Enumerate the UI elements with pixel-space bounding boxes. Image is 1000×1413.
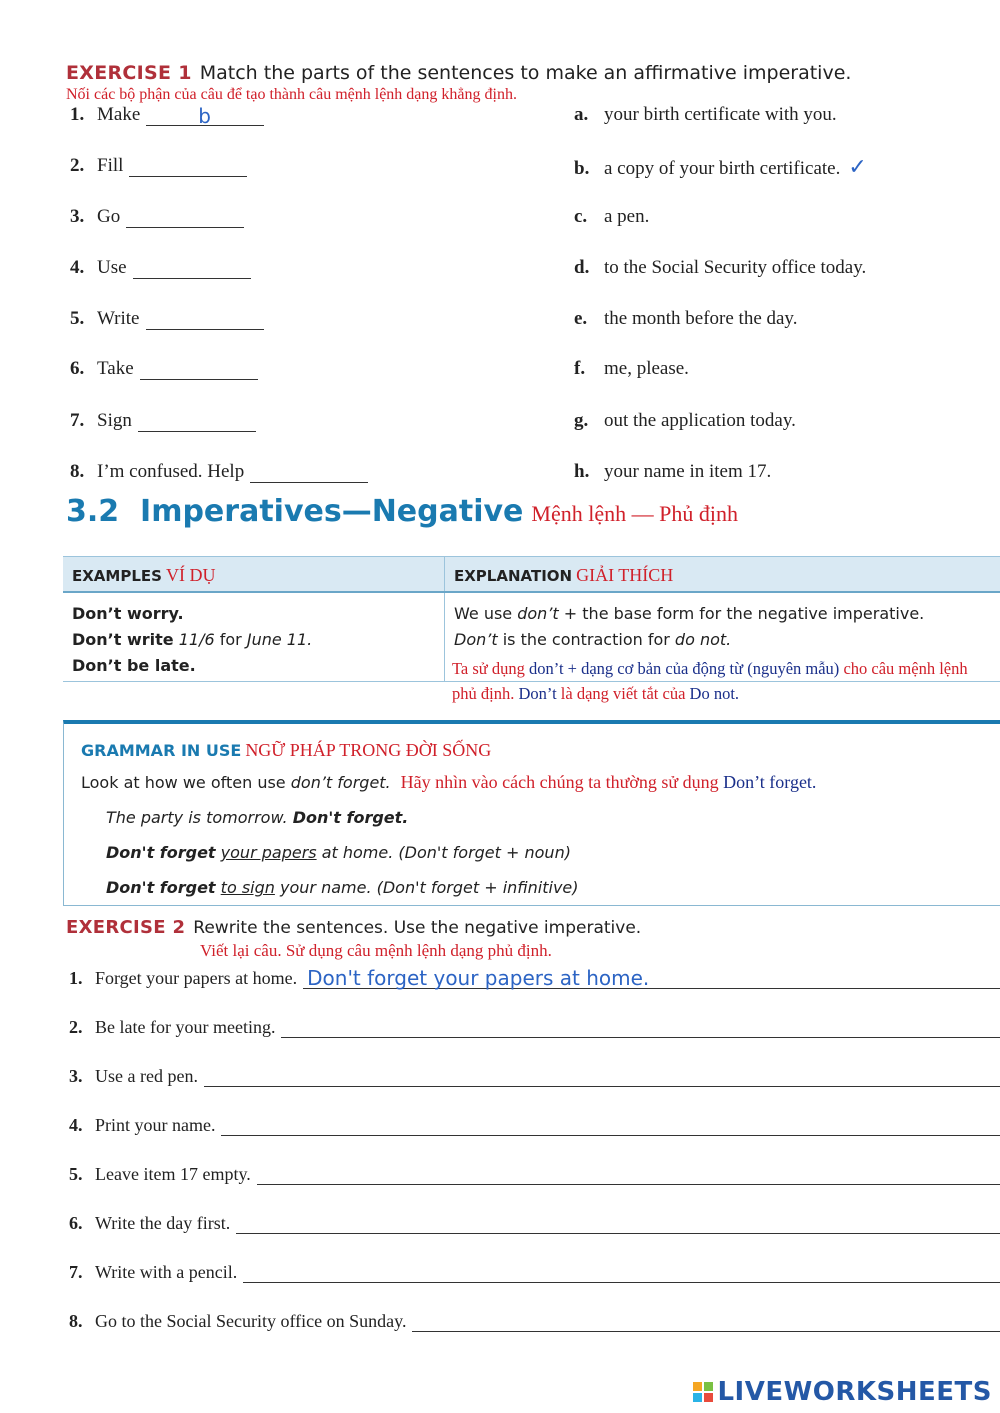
rewrite-item (69, 1262, 1000, 1283)
vi-note-text: là dạng viết tắt của (560, 684, 686, 703)
item-text: Sign (97, 410, 132, 431)
answer-value: b (198, 104, 211, 128)
grammar-in-use-title (81, 740, 491, 761)
rewrite-item (69, 968, 1000, 989)
examples-header-vi: VÍ DỤ (165, 565, 216, 585)
intro-italic: don’t forget. (290, 773, 391, 792)
item-text: Take (97, 358, 134, 379)
usage-example-3 (106, 878, 579, 897)
intro-vi-text: Hãy nhìn vào cách chúng ta thường sử dụng (400, 772, 719, 792)
answer-blank[interactable] (126, 209, 244, 228)
usage-underline: to sign (220, 878, 275, 897)
section-title-text: 3.2 Imperatives—Negative (66, 494, 524, 529)
item-text: Be late for your meeting. (95, 1017, 276, 1037)
option-letter: a. (574, 104, 589, 125)
match-item (70, 104, 264, 126)
liveworksheets-logo-icon (693, 1382, 713, 1402)
exercise1-instruction: Match the parts of the sentences to make an affirmative imperative. (199, 62, 852, 84)
logo-square (693, 1382, 702, 1391)
usage-bold: Don't forget (106, 878, 216, 897)
answer-line[interactable] (221, 1115, 1000, 1136)
example-1: Don’t worry. (72, 604, 184, 623)
vi-explanation-note (452, 656, 992, 706)
examples-cell (63, 593, 445, 681)
exercise1-title (66, 62, 851, 84)
vi-note-text: cho câu mệnh lệnh phủ định. (452, 659, 968, 703)
explanation-italic: do not. (674, 630, 732, 649)
item-text: Print your name. (95, 1115, 216, 1135)
option-letter: f. (574, 358, 586, 379)
rewrite-item (69, 1311, 1000, 1332)
option-letter: c. (574, 206, 588, 227)
usage-example-2 (106, 843, 571, 862)
item-text: Go to the Social Security office on Sunday. (95, 1311, 407, 1331)
item-text: I’m confused. Help (97, 461, 245, 482)
answer-blank[interactable] (140, 361, 258, 380)
rewrite-item (69, 1066, 1000, 1087)
match-item (70, 410, 256, 432)
explanation-line-2 (454, 627, 991, 653)
exercise2-label: EXERCISE 2 (66, 917, 186, 938)
usage-example-1 (106, 808, 408, 827)
item-text: Forget your papers at home. (95, 968, 298, 988)
rewrite-item (69, 1115, 1000, 1136)
grammar-in-use-intro (81, 772, 816, 793)
match-option (574, 308, 797, 330)
option-letter: e. (574, 308, 588, 329)
match-item (70, 206, 244, 228)
item-text: Go (97, 206, 121, 227)
intro-vi (401, 772, 817, 792)
item-number: 5. (69, 1164, 83, 1184)
logo-square (704, 1393, 713, 1402)
rewrite-item (69, 1164, 1000, 1185)
match-option (574, 410, 796, 432)
answer-line[interactable] (236, 1213, 1000, 1234)
answer-line[interactable] (281, 1017, 1000, 1038)
explanation-line-1 (454, 601, 991, 627)
exercise2-title (66, 917, 641, 938)
item-number: 8. (69, 1311, 83, 1331)
option-text: a copy of your birth certificate. (604, 158, 841, 179)
example-2-italic2: June 11. (246, 630, 313, 649)
usage-bold: Don't forget. (292, 808, 409, 827)
exercise2-vi-instruction: Viết lại câu. Sử dụng câu mệnh lệnh dạng phủ định. (200, 941, 552, 960)
answer-line[interactable] (303, 968, 1000, 989)
explanation-italic: Don’t (454, 630, 498, 649)
match-item (70, 308, 264, 330)
vi-note-text: don’t + dạng cơ bản của động từ (nguyên mẫu) (529, 659, 840, 678)
item-number: 1. (70, 104, 85, 125)
match-option (574, 155, 867, 180)
option-text: me, please. (604, 358, 689, 379)
option-text: out the application today. (604, 410, 796, 431)
item-number: 7. (69, 1262, 83, 1282)
logo-square (704, 1382, 713, 1391)
grammar-in-use-title-text: GRAMMAR IN USE (81, 741, 242, 760)
match-item (70, 155, 247, 177)
example-3: Don’t be late. (72, 656, 196, 675)
item-number: 8. (70, 461, 85, 482)
exercise2-instruction: Rewrite the sentences. Use the negative imperative. (193, 918, 642, 938)
usage-underline: your papers (220, 843, 317, 862)
item-text: Make (97, 104, 141, 125)
answer-line[interactable] (243, 1262, 1000, 1283)
option-text: your name in item 17. (604, 461, 772, 482)
item-number: 7. (70, 410, 85, 431)
option-text: a pen. (604, 206, 650, 227)
item-number: 3. (69, 1066, 83, 1086)
example-2-mid: for (219, 630, 242, 649)
answer-blank[interactable] (250, 464, 368, 483)
item-number: 1. (69, 968, 83, 988)
option-letter: d. (574, 257, 590, 278)
example-2 (72, 627, 435, 653)
item-number: 4. (70, 257, 85, 278)
option-text: to the Social Security office today. (604, 257, 867, 278)
table-header (63, 556, 1000, 593)
option-letter: h. (574, 461, 590, 482)
answer-value: Don't forget your papers at home. (307, 966, 650, 990)
item-number: 3. (70, 206, 85, 227)
vi-note-text: Don’t (518, 684, 557, 703)
answer-line[interactable] (204, 1066, 1000, 1087)
answer-blank[interactable] (129, 158, 247, 177)
brand-text: LIVEWORKSHEETS (717, 1377, 992, 1407)
match-option (574, 461, 771, 483)
match-item (70, 461, 368, 483)
option-letter: b. (574, 158, 590, 179)
option-text: your birth certificate with you. (604, 104, 837, 125)
intro-vi-blue: Don’t forget. (723, 772, 817, 792)
item-number: 2. (69, 1017, 83, 1037)
example-2-bold: Don’t write (72, 630, 174, 649)
vi-note-text: Do not. (689, 684, 740, 703)
answer-blank[interactable] (133, 260, 251, 279)
item-text: Write (97, 308, 140, 329)
grammar-in-use-box (63, 720, 1000, 906)
match-option (574, 358, 689, 380)
option-letter: g. (574, 410, 589, 431)
example-2-italic: 11/6 (178, 630, 215, 649)
match-item (70, 257, 251, 279)
grammar-in-use-title-vi: NGỮ PHÁP TRONG ĐỜI SỐNG (245, 740, 492, 760)
intro-text: Look at how we often use (81, 773, 286, 792)
exercise1-vi-instruction: Nối các bộ phận của câu để tạo thành câu mệnh lệnh dạng khẳng định. (66, 86, 517, 103)
answer-blank[interactable] (146, 104, 264, 128)
explanation-italic: don’t (517, 604, 559, 623)
usage-text: The party is tomorrow. (106, 808, 288, 827)
examples-header (63, 557, 445, 591)
item-number: 2. (70, 155, 85, 176)
item-text: Write with a pencil. (95, 1262, 238, 1282)
item-number: 5. (70, 308, 85, 329)
match-item (70, 358, 258, 380)
rewrite-item (69, 1213, 1000, 1234)
option-text: the month before the day. (604, 308, 798, 329)
item-text: Leave item 17 empty. (95, 1164, 251, 1184)
usage-text: your name. (Don't forget + infinitive) (280, 878, 579, 897)
logo-square (693, 1393, 702, 1402)
explanation-text: We use (454, 604, 513, 623)
section-title (66, 494, 738, 529)
usage-bold: Don't forget (106, 843, 216, 862)
match-option (574, 257, 866, 279)
vi-note-text: Ta sử dụng (452, 659, 525, 678)
answer-blank[interactable] (146, 311, 264, 330)
checkmark-icon: ✓ (848, 155, 867, 180)
explanation-text: is the contraction for (502, 630, 670, 649)
usage-text: at home. (Don't forget + noun) (321, 843, 571, 862)
exercise1-label: EXERCISE 1 (66, 62, 192, 84)
item-number: 4. (69, 1115, 83, 1135)
section-title-vi: Mệnh lệnh — Phủ định (531, 501, 738, 526)
explanation-header-text: EXPLANATION (454, 567, 573, 585)
match-option (574, 104, 837, 126)
explanation-text: + the base form for the negative imperative. (563, 604, 925, 623)
item-number: 6. (69, 1213, 83, 1233)
answer-line[interactable] (412, 1311, 1000, 1332)
item-text: Use a red pen. (95, 1066, 198, 1086)
answer-blank[interactable] (138, 413, 256, 432)
examples-header-text: EXAMPLES (72, 567, 162, 585)
answer-line[interactable] (257, 1164, 1000, 1185)
item-text: Fill (97, 155, 124, 176)
item-text: Use (97, 257, 127, 278)
match-option (574, 206, 649, 228)
liveworksheets-brand (693, 1377, 992, 1407)
rewrite-item (69, 1017, 1000, 1038)
item-number: 6. (70, 358, 85, 379)
explanation-header (445, 557, 1000, 591)
item-text: Write the day first. (95, 1213, 231, 1233)
explanation-header-vi: GIẢI THÍCH (576, 565, 674, 585)
